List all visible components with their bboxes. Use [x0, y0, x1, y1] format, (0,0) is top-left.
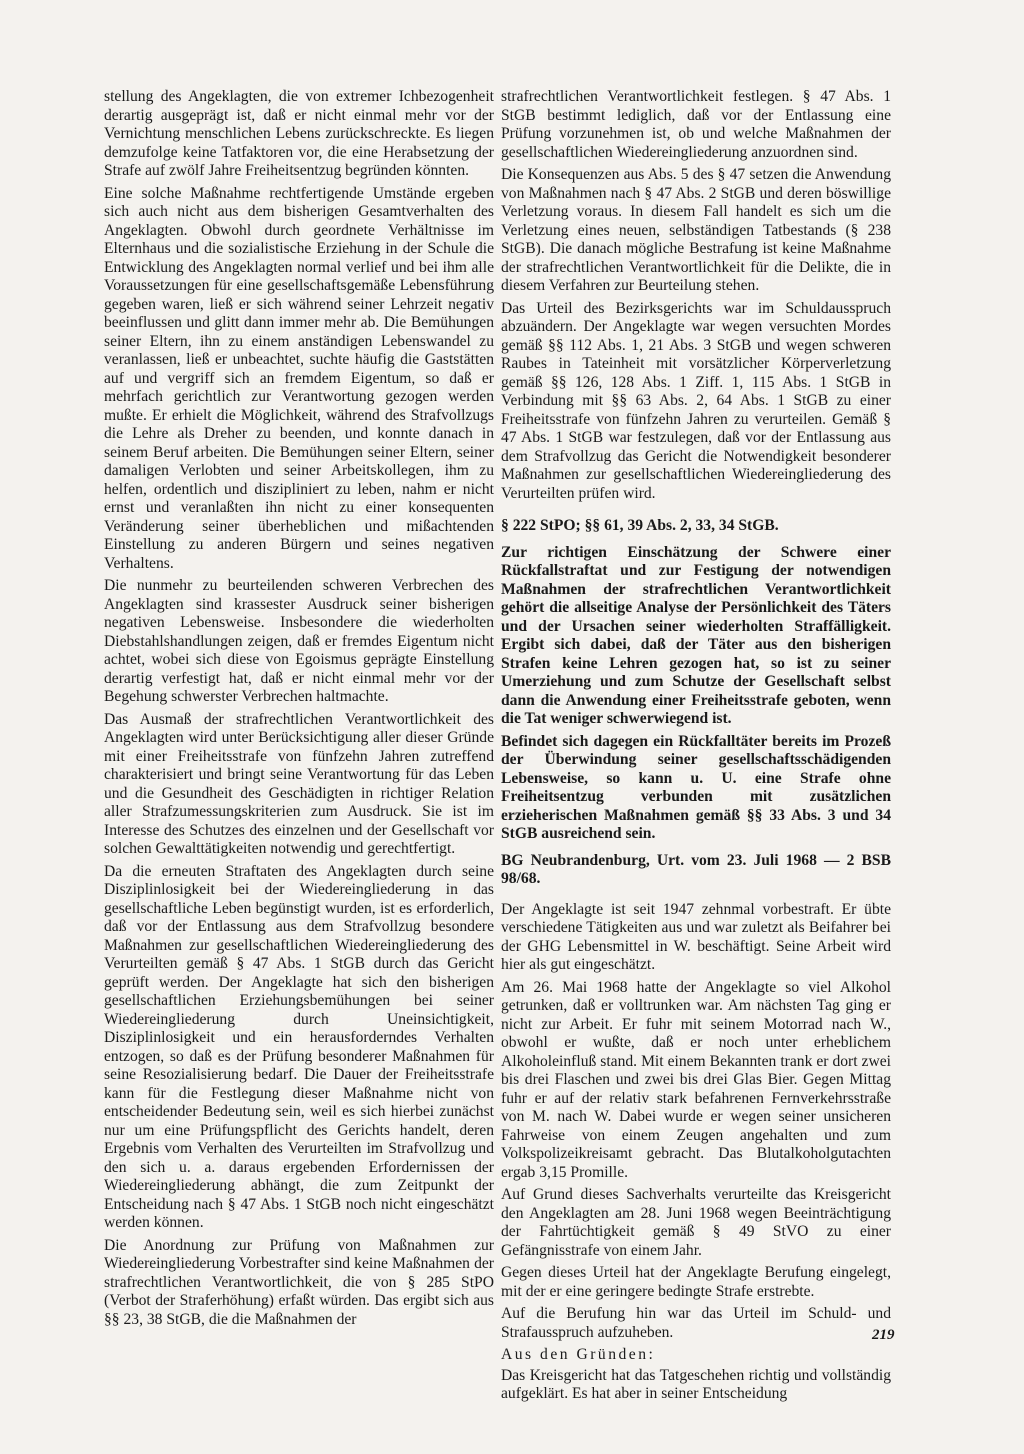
paragraph: Die Konsequenzen aus Abs. 5 des § 47 setzen die Anwendung von Maßnahmen nach § 47 Abs. 2 StGB und deren böswillige Verletzung voraus. In diesem Fall handelt es sich um die Verletzung eines neuen, selbständigen Tatbestands (§ 238 StGB). Die danach mögliche Bestrafung ist keine Maßnahme der strafrechtlichen Verantwortlichkeit für die Delikte, die in diesem Verfahren zur Beurteilung stehen.	[501, 166, 891, 294]
paragraph: Die Anordnung zur Prüfung von Maßnahmen zur Wiedereingliederung Vorbestrafter sind keine Maßnahmen der strafrechtlichen Verantwortlichkeit, die von § 285 StPO (Verbot der Straferhöhung) erfaßt würden. Das ergibt sich aus §§ 23, 38 StGB, die die Maßnahmen der	[104, 1236, 494, 1328]
right-column	[501, 88, 891, 1408]
section-heading: § 222 StPO; §§ 61, 39 Abs. 2, 33, 34 StGB.	[501, 517, 779, 534]
paragraph: Das Kreisgericht hat das Tatgeschehen richtig und vollständig aufgeklärt. Es hat aber in seiner Entscheidung	[501, 1366, 891, 1402]
paragraph: Auf die Berufung hin war das Urteil im Schuld- und Strafausspruch aufzuheben.	[501, 1305, 891, 1341]
paragraph: Das Urteil des Bezirksgerichts war im Schuldausspruch abzuändern. Der Angeklagte war wegen versuchten Mordes gemäß §§ 112 Abs. 1, 21 Abs. 3 StGB und wegen schweren Raubes in Tateinheit mit vorsätzlicher Körperverletzung gemäß §§ 126, 128 Abs. 1 Ziff. 1, 115 Abs. 1 StGB in Verbindung mit §§ 63 Abs. 2, 64 Abs. 1 StGB zu einer Freiheitsstrafe von fünfzehn Jahren zu verurteilen. Gemäß § 47 Abs. 1 StGB war festzulegen, daß vor der Entlassung aus dem Strafvollzug das Gericht die Notwendigkeit besonderer Maßnahmen zur gesellschaftlichen Wiedereingliederung des Verurteilten prüfen wird.	[501, 299, 891, 502]
paragraph: Die nunmehr zu beurteilenden schweren Verbrechen des Angeklagten sind krassester Ausdruck seiner bisherigen negativen Lebensweise. Insbesondere die wiederholten Diebstahlshandlungen zeigen, daß er fremdes Eigentum nicht achtet, wobei sich diese von Egoismus geprägte Einstellung derartig verfestigt hat, daß er nicht einmal mehr vor der Begehung schwerster Verbrechen haltmachte.	[104, 577, 494, 705]
left-column	[104, 88, 494, 1333]
paragraph: Der Angeklagte ist seit 1947 zehnmal vorbestraft. Er übte verschiedene Tätigkeiten aus und war zuletzt als Beifahrer bei der GHG Lebensmittel in W. beschäftigt. Seine Arbeit wird hier als gut eingeschätzt.	[501, 900, 891, 973]
paragraph: Auf Grund dieses Sachverhalts verurteilte das Kreisgericht den Angeklagten am 28. Juni 1968 wegen Beeinträchtigung der Fahrtüchtigkeit gemäß § 49 StVO zu einer Gefängnisstrafe von einem Jahr.	[501, 1186, 891, 1259]
paragraph: strafrechtlichen Verantwortlichkeit festlegen. § 47 Abs. 1 StGB bestimmt lediglich, daß vor der Entlassung eine Prüfung vorzunehmen ist, ob und welche Maßnahmen der gesellschaftlichen Wiedereingliederung anzuordnen sind.	[501, 88, 891, 161]
headnote: Befindet sich dagegen ein Rückfalltäter bereits im Prozeß der Überwindung seiner gesellschaftsschädigenden Lebensweise, so kann u. U. eine Strafe ohne Freiheitsentzug verbunden mit zusätzlichen erzieherischen Maßnahmen gemäß §§ 33 Abs. 3 und 34 StGB ausreichend sein.	[501, 732, 891, 842]
paragraph: stellung des Angeklagten, die von extremer Ichbezogenheit derartig ausgeprägt ist, daß er nicht einmal mehr vor der Vernichtung menschlichen Lebens zurückschreckte. Es liegen demzufolge keine Tatfaktoren vor, die eine Herabsetzung der Strafe auf zwölf Jahre Freiheitsentzug begründen könnten.	[104, 88, 494, 179]
paragraph: Da die erneuten Straftaten des Angeklagten durch seine Disziplinlosigkeit bei der Wiedereingliederung in das gesellschaftliche Leben begünstigt wurden, ist es erforderlich, daß vor der Entlassung aus dem Strafvollzug besondere Maßnahmen zur gesellschaftlichen Wiedereingliederung des Verurteilten gemäß § 47 Abs. 1 StGB durch das Gericht geprüft werden. Der Angeklagte hat sich den bisherigen gesellschaftlichen Erziehungsbemühungen bei seiner Wiedereingliederung durch Uneinsichtigkeit, Disziplinlosigkeit und ein herausforderndes Verhalten entzogen, so daß es der Prüfung besonderer Maßnahmen für seine Resozialisierung bedarf. Die Dauer der Freiheitsstrafe kann für die Festlegung dieser Maßnahme nicht von entscheidender Bedeutung sein, weil es sich hierbei zunächst nur um eine Prüfungspflicht des Gerichts handelt, deren Ergebnis vom Verhalten des Verurteilten im Strafvollzug und den sich u. a. daraus ergebenden Erfordernissen der Wiedereingliederung abhängt, die zum Zeitpunkt der Entscheidung nach § 47 Abs. 1 StGB noch nicht eingeschätzt werden können.	[104, 862, 494, 1231]
section-label: Aus den Gründen:	[501, 1346, 656, 1363]
paragraph: Eine solche Maßnahme rechtfertigende Umstände ergeben sich auch nicht aus dem bisherigen Gesamtverhalten des Angeklagten. Obwohl durch geordnete Verhältnisse im Elternhaus und die sozialistische Erziehung in der Schule die Entwicklung des Angeklagten normal verlief und bei ihm alle Voraussetzungen für eine gesellschaftsgemäße Lebensführung gegeben waren, ließ er sich während seiner Lehrzeit negativ beeinflussen und glitt dann immer mehr ab. Die Bemühungen seiner Eltern, ihn zu einem anständigen Lebenswandel zu veranlassen, ließ er unbeachtet, suchte häufig die Gaststätten auf und vergriff sich an fremdem Eigentum, so daß er mehrfach gerichtlich zur Verantwortung gezogen werden mußte. Er erhielt die Möglichkeit, während des Strafvollzugs die Lehre als Dreher zu beenden, und konnte danach in seinem Beruf arbeiten. Die Bemühungen seiner Eltern, seiner damaligen Verlobten und seiner Arbeitskollegen, ihm zu helfen, ordentlich und diszipliniert zu leben, nahm er nicht ernst und veranlaßten ihn nicht zu einer konsequenten Veränderung seiner überheblichen und mißachtenden Einstellung zu anderen Bürgern und seines negativen Verhaltens.	[104, 184, 494, 572]
court-citation: BG Neubrandenburg, Urt. vom 23. Juli 1968 — 2 BSB 98/68.	[501, 851, 891, 887]
paragraph: Gegen dieses Urteil hat der Angeklagte Berufung eingelegt, mit der er eine geringere bedingte Strafe erstrebte.	[501, 1264, 891, 1300]
paragraph: Das Ausmaß der strafrechtlichen Verantwortlichkeit des Angeklagten wird unter Berücksichtigung aller dieser Gründe mit einer Freiheitsstrafe von fünfzehn Jahren zutreffend charakterisiert und bringt seine Verantwortung für das Leben und die Gesundheit des Geschädigten in richtiger Relation aller Strafzumessungskriterien zum Ausdruck. Sie ist im Interesse des Schutzes des einzelnen und der Gesellschaft vor solchen Gewalttätigkeiten notwendig und gerechtfertigt.	[104, 710, 494, 857]
page-number: 219	[872, 1327, 895, 1343]
paragraph: Am 26. Mai 1968 hatte der Angeklagte so viel Alkohol getrunken, daß er volltrunken war. Am nächsten Tag ging er nicht zur Arbeit. Er fuhr mit seinem Motorrad nach W., obwohl er wußte, daß er noch unter erheblichem Alkoholeinfluß stand. Mit einem Bekannten trank er dort zwei bis drei Flaschen und zwei bis drei Glas Bier. Gegen Mittag fuhr er auf der relativ stark befahrenen Fernverkehrsstraße von M. nach W. Dabei wurde er wegen seiner unsicheren Fahrweise von einem Zeugen angehalten und zum Volkspolizeikreisamt gebracht. Das Blutalkoholgutachten ergab 3,15 Promille.	[501, 978, 891, 1181]
headnote: Zur richtigen Einschätzung der Schwere einer Rückfallstraftat und zur Festigung der notwendigen Maßnahmen der strafrechtlichen Verantwortlichkeit gehört die allseitige Analyse der Persönlichkeit des Täters und der Ursachen seiner wiederholten Straffälligkeit. Ergibt sich dabei, daß der Täter aus den bisherigen Strafen keine Lehren gezogen hat, so ist zu seiner Umerziehung und zum Schutze der Gesellschaft selbst dann die Anwendung einer Freiheitsstrafe geboten, wenn die Tat weniger schwerwiegend ist.	[501, 543, 891, 727]
